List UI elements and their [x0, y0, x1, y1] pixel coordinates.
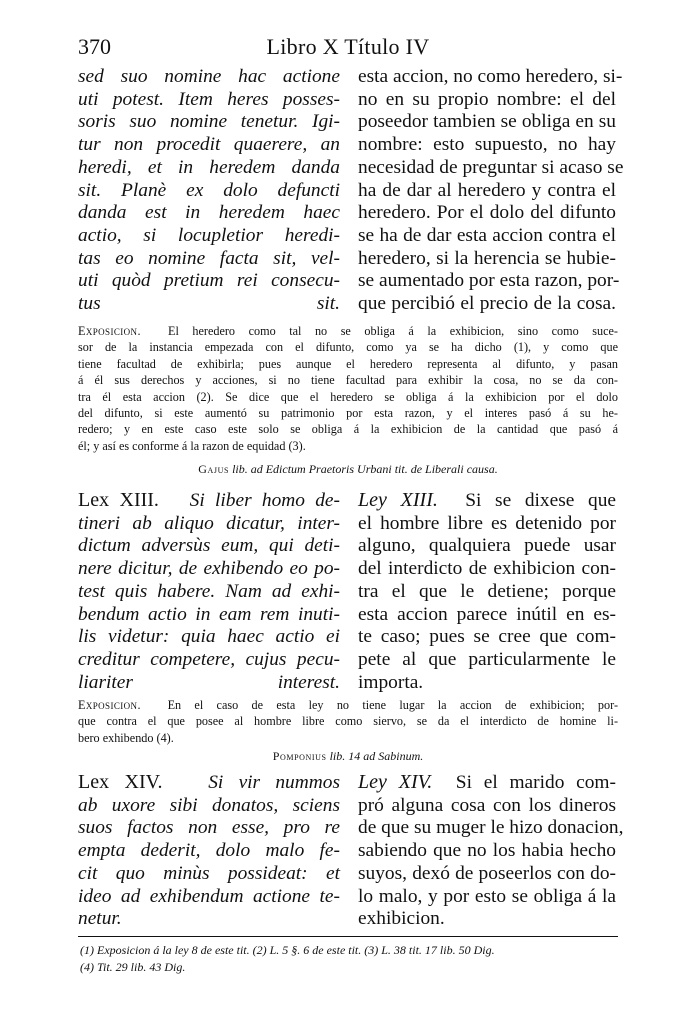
latin-line: empta dederit, dolo malo fe- [78, 840, 340, 862]
exposicion-line: del difunto, si este aumentó su patrimonio por esta razon, y el interes pasó á su he- [78, 406, 618, 421]
spanish-line: pró alguna cosa con los dineros [358, 794, 616, 816]
spanish-line: el hombre libre es detenido por [358, 512, 616, 534]
source-work: lib. 14 ad Sabinum. [329, 749, 424, 763]
spanish-line: tra el que le detiene; porque [358, 580, 616, 602]
latin-line: bendum actio in eam rem inuti- [78, 603, 340, 625]
latin-line: heredi, et in heredem danda [78, 156, 340, 178]
latin-column-block1 [78, 66, 340, 316]
spanish-line: ha de dar al heredero y contra el [358, 179, 616, 201]
latin-line: netur. [78, 908, 122, 930]
latin-line: cit quo minùs possideat: et [78, 862, 340, 884]
spanish-line: suyos, dexó de poseerlos con do- [358, 862, 616, 884]
exposicion-line: tiene facultad de exhibirla; pues aunque el heredero representa al difunto, y pasan [78, 356, 618, 371]
exposicion-line: tra él esta accion (2). Se dice que el heredero se obliga á la exhibicion por el dolo [78, 389, 618, 404]
latin-line: tas eo nomine facta sit, vel- [78, 247, 340, 269]
latin-line: Si vir nummos [208, 772, 340, 793]
spanish-column-ley-xiv [358, 771, 624, 931]
latin-line: uti potest. Item heres posses- [78, 88, 340, 110]
exposicion-line: El heredero como tal no se obliga á la exhibicion, sino como suce- [168, 324, 618, 338]
spanish-line: heredero. Por el dolo del difunto [358, 202, 616, 224]
exposicion-lex-xiii [78, 697, 618, 746]
spanish-line: del interdicto de exhibicion con- [358, 558, 616, 580]
spanish-line: importa. [358, 671, 424, 693]
spanish-line: Si se dixese que [465, 490, 617, 511]
lex-number-label: Lex XIV. [78, 771, 163, 793]
footnotes [80, 942, 620, 975]
ley-number-label: Ley XIII. [358, 489, 438, 511]
latin-line: uti quòd pretium rei consecu- [78, 270, 340, 292]
latin-line: sit. Planè ex dolo defuncti [78, 179, 340, 201]
exposicion-line: bero exhibendo (4). [78, 730, 174, 745]
latin-line: dictum adversùs eum, qui deti- [78, 535, 340, 557]
spanish-line: pete al que particularmente le [358, 648, 616, 670]
spanish-line: se aumentado por esta razon, por- [358, 270, 620, 292]
lex-number-label: Lex XIII. [78, 489, 159, 511]
spanish-line: exhibicion. [358, 908, 445, 930]
spanish-column-block1 [358, 66, 624, 316]
page-header [78, 26, 618, 60]
latin-column-lex-xiii [78, 489, 340, 694]
source-author: Pomponius [272, 749, 327, 763]
exposicion-line: él; y así es conforme á la razon de equidad (3). [78, 438, 306, 453]
latin-line: nere dicitur, de exhibendo eo po- [78, 558, 340, 580]
latin-column-lex-xiv [78, 771, 340, 931]
spanish-line: se ha de dar esta accion contra el [358, 224, 616, 246]
exposicion-line: sor de la instancia empezada con el difunto, como ya se ha dicho (1), y como que [78, 340, 618, 355]
page-number: 370 [78, 34, 111, 59]
source-citation-gajus [78, 462, 618, 477]
spanish-line: alguno, qualquiera puede usar [358, 535, 616, 557]
spanish-line: Si el marido com- [455, 772, 616, 793]
spanish-column-ley-xiii [358, 489, 616, 694]
ley-number-label: Ley XIV. [358, 771, 433, 793]
latin-line: ab uxore sibi donatos, sciens [78, 794, 340, 816]
latin-line: lis videtur: quia haec actio ei [78, 626, 340, 648]
footnote-line: (1) Exposicion á la ley 8 de este tit. (2) L. 5 §. 6 de este tit. (3) L. 38 tit. 17 lib. 50 Dig. [80, 943, 495, 957]
running-head: Libro X Título IV [266, 34, 430, 59]
exposicion-line: á él sus derechos y acciones, si no tiene facultad para exhibir la cosa, no se da con- [78, 373, 618, 388]
spanish-line: necesidad de preguntar si acaso se [358, 156, 624, 178]
latin-line: tur non procedit quaerere, an [78, 134, 340, 156]
source-citation-pomponius [78, 749, 618, 764]
source-author: Gajus [198, 462, 230, 476]
footnote-line: (4) Tit. 29 lib. 43 Dig. [80, 959, 186, 974]
spanish-line: esta accion, no como heredero, si- [358, 66, 623, 87]
latin-line: soris suo nomine tenetur. Igi- [78, 111, 340, 133]
latin-line: actio, si locupletior heredi- [78, 224, 340, 246]
spanish-line: no en su propio nombre: el del [358, 88, 616, 110]
spanish-line: te caso; pues se cree que com- [358, 626, 616, 648]
spanish-line: heredero, si la herencia se hubie- [358, 247, 616, 269]
spanish-line: nombre: esto supuesto, no hay [358, 134, 616, 156]
latin-line: ideo ad exhibendum actione te- [78, 885, 340, 907]
exposicion-label: Exposicion. [78, 324, 141, 338]
source-work: lib. ad Edictum Praetoris Urbani tit. de Liberali causa. [232, 462, 498, 476]
latin-line: Si liber homo de- [189, 490, 340, 511]
latin-line: test quis habere. Nam ad exhi- [78, 580, 340, 602]
exposicion-line: redero; y en este caso este solo se obliga á la exhibicion de la cantidad que pasó á [78, 422, 618, 437]
spanish-line: poseedor tambien se obliga en su [358, 111, 616, 133]
exposicion-line: En el caso de esta ley no tiene lugar la accion de exhibicion; por- [167, 698, 618, 712]
exposicion-line: que contra el que posee al hombre libre como siervo, se da el interdicto de homine li- [78, 714, 618, 729]
exposicion-label: Exposicion. [78, 698, 141, 712]
spanish-line: lo malo, y por esto se obliga á la [358, 885, 616, 907]
spanish-line: esta accion parece inútil en es- [358, 603, 616, 625]
exposicion-block1 [78, 323, 618, 454]
footnote-rule [78, 936, 618, 937]
spanish-line: sabiendo que no los habia hecho [358, 840, 616, 862]
latin-line: danda est in heredem haec [78, 202, 340, 224]
latin-line: suos factos non esse, pro re [78, 817, 340, 839]
spanish-line: de que su muger le hizo donacion, [358, 817, 624, 839]
spanish-line: que percibió el precio de la cosa. [358, 293, 616, 315]
latin-line: liariter interest. [78, 671, 340, 693]
latin-line: tineri ab aliquo dicatur, inter- [78, 512, 340, 534]
latin-line: sed suo nomine hac actione [78, 66, 340, 87]
latin-line: creditur competere, cujus pecu- [78, 648, 340, 670]
latin-line: tus sit. [78, 293, 340, 315]
